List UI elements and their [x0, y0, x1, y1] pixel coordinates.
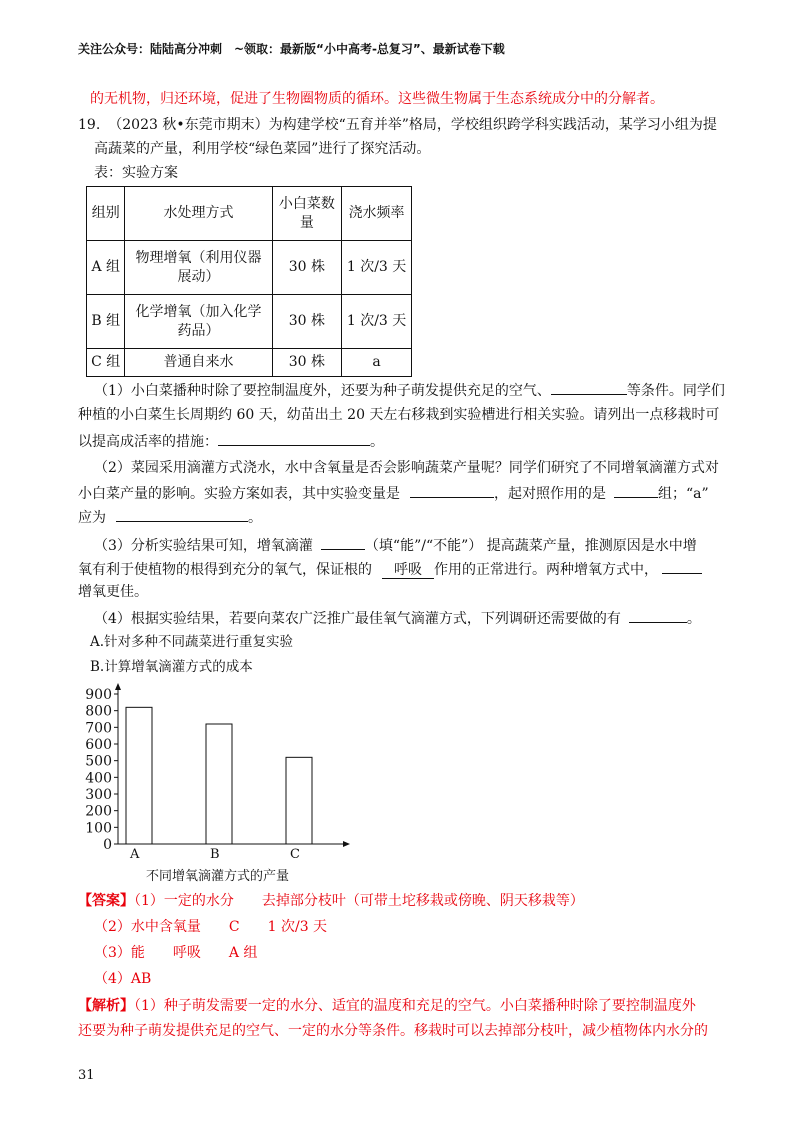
y-tick-label: 600 — [85, 737, 112, 753]
part-2-line-2 — [78, 483, 709, 503]
blank-2 — [218, 431, 370, 446]
y-tick-label: 800 — [85, 703, 112, 720]
yield-bar-chart — [78, 682, 378, 892]
part-3-line-2 — [78, 559, 702, 579]
part-1-line-3 — [78, 431, 384, 451]
y-tick-label: 200 — [85, 803, 112, 820]
table-cell: 1 次/3 天 — [342, 241, 412, 295]
answer-line-4: （4）AB — [94, 971, 152, 987]
part-1-text: 。 — [370, 434, 384, 450]
table-row — [87, 349, 412, 377]
table-cell: C 组 — [87, 349, 125, 377]
chart-title: 不同增氧滴灌方式的产量 — [146, 869, 290, 884]
blank-6 — [321, 535, 365, 550]
part-4-text: 。 — [686, 611, 701, 627]
part-2-text: ，起对照作用的是 — [494, 486, 606, 502]
table-cell: a — [342, 349, 412, 377]
x-axis-arrow — [343, 841, 350, 847]
bar-A — [126, 707, 152, 844]
part-3-line-1 — [94, 535, 697, 555]
part-2-text: 组；“a” — [658, 486, 709, 502]
question-line-1 — [78, 116, 717, 134]
part-2-text: 小白菜产量的影响。实验方案如表，其中实验变量是 — [78, 486, 400, 502]
intro-paragraph: 的无机物，归还环境，促进了生物圈物质的循环。这些微生物属于生态系统成分中的分解者。 — [90, 91, 664, 107]
part-1-text: （1）小白菜播种时除了要控制温度外，还要为种子萌发提供充足的空气、 — [94, 383, 551, 399]
blank-7 — [662, 559, 702, 574]
table-cell: 30 株 — [272, 349, 342, 377]
part-2-line-3 — [78, 507, 262, 527]
blank-8 — [629, 608, 687, 623]
part-1-text: 以提高成活率的措施： — [78, 434, 218, 450]
answer-label: 【答案】 — [78, 893, 134, 909]
table-cell: 普通自来水 — [125, 349, 272, 377]
analysis-line-1 — [78, 997, 696, 1015]
option-b: B.计算增氧滴灌方式的成本 — [90, 659, 253, 675]
part-3-line-3: 增氧更佳。 — [78, 584, 148, 600]
part-3-text: （填“能”/“不能”） 提高蔬菜产量，推测原因是水中增 — [364, 538, 697, 554]
y-tick-label: 500 — [85, 753, 112, 770]
table-cell: B 组 — [87, 295, 125, 349]
part-1-text: 等条件。同学们 — [626, 383, 725, 399]
part-3-text: （3）分析实验结果可知，增氧滴灌 — [94, 538, 313, 554]
table-cell: 30 株 — [272, 295, 342, 349]
header-cell: 水处理方式 — [125, 187, 272, 241]
question-text-1: （2023 秋•东莞市期末）为构建学校“五育并举”格局，学校组织跨学科实践活动，某学习小组为提 — [108, 117, 717, 133]
answer-line-2: （2）水中含氧量 C 1 次/3 天 — [94, 919, 328, 935]
option-a: A.针对多种不同蔬菜进行重复实验 — [90, 634, 294, 650]
experiment-table — [86, 186, 412, 377]
blank-1 — [551, 380, 627, 395]
blank-3 — [410, 483, 494, 498]
question-number: 19. — [78, 117, 101, 133]
chart-ticks — [85, 687, 118, 853]
part-2-line-1: （2）菜园采用滴灌方式浇水，水中含氧量是否会影响蔬菜产量呢？同学们研究了不同增氧滴灌方式对 — [94, 460, 719, 476]
part-2-text: 。 — [248, 510, 262, 526]
table-header-row — [87, 187, 412, 241]
chart-categories — [129, 847, 300, 862]
category-label: B — [210, 847, 220, 862]
blank-4 — [614, 483, 658, 498]
y-tick-label: 100 — [85, 820, 112, 837]
header-cell: 浇水频率 — [342, 187, 412, 241]
question-line-2: 高蔬菜的产量，利用学校“绿色菜园”进行了探究活动。 — [94, 141, 431, 157]
part-4-line-1 — [94, 608, 701, 628]
bar-C — [286, 757, 312, 844]
answer-line-3: （3）能 呼吸 A 组 — [94, 945, 258, 961]
blank-5 — [116, 507, 248, 522]
table-cell: A 组 — [87, 241, 125, 295]
answer-line-1 — [78, 892, 584, 910]
filled-blank: 呼吸 — [382, 562, 434, 579]
page-header: 关注公众号：陆陆高分冲刺 ~领取：最新版“小中高考-总复习”、最新试卷下载 — [78, 42, 505, 56]
table-cell: 30 株 — [272, 241, 342, 295]
category-label: A — [130, 847, 140, 862]
table-row — [87, 241, 412, 295]
bar-B — [206, 724, 232, 844]
part-2-text: 应为 — [78, 510, 106, 526]
analysis-line-2: 还要为种子萌发提供充足的空气、一定的水分等条件。移栽时可以去掉部分枝叶，减少植物体内水分的 — [78, 1023, 708, 1039]
category-label: C — [290, 847, 300, 862]
header-cell: 小白菜数量 — [272, 187, 342, 241]
y-tick-label: 300 — [85, 787, 112, 803]
part-1-line-1 — [94, 380, 725, 400]
part-3-text: 氧有利于使植物的根得到充分的氧气，保证根的 — [78, 562, 372, 578]
table-caption: 表：实验方案 — [94, 165, 178, 181]
table-cell: 1 次/3 天 — [342, 295, 412, 349]
header-cell: 组别 — [87, 187, 125, 241]
table-row — [87, 295, 412, 349]
table-cell: 物理增氧（利用仪器展动） — [125, 241, 272, 295]
y-tick-label: 700 — [85, 720, 112, 737]
analysis-label: 【解析】 — [78, 998, 134, 1014]
analysis-text: （1）种子萌发需要一定的水分、适宜的温度和充足的空气。小白菜播种时除了要控制温度外 — [134, 998, 696, 1014]
page-number: 31 — [78, 1068, 95, 1083]
part-4-text: （4）根据实验结果，若要向菜农广泛推广最佳氧气滴灌方式，下列调研还需要做的有 — [94, 611, 621, 627]
table-cell: 化学增氧（加入化学药品） — [125, 295, 272, 349]
chart-bars — [126, 707, 312, 844]
y-tick-label: 900 — [85, 687, 112, 703]
part-1-line-2: 种植的小白菜生长周期约 60 天，幼苗出土 20 天左右移栽到实验槽进行相关实验。请列出一点移栽时可 — [78, 407, 720, 423]
answer-text: （1）一定的水分 去掉部分枝叶（可带土坨移栽或傍晚、阴天移栽等） — [134, 893, 584, 909]
y-axis-arrow — [115, 683, 121, 690]
y-tick-label: 400 — [85, 770, 112, 787]
part-3-text: 作用的正常进行。两种增氧方式中， — [434, 562, 658, 578]
y-tick-label: 0 — [103, 837, 112, 853]
